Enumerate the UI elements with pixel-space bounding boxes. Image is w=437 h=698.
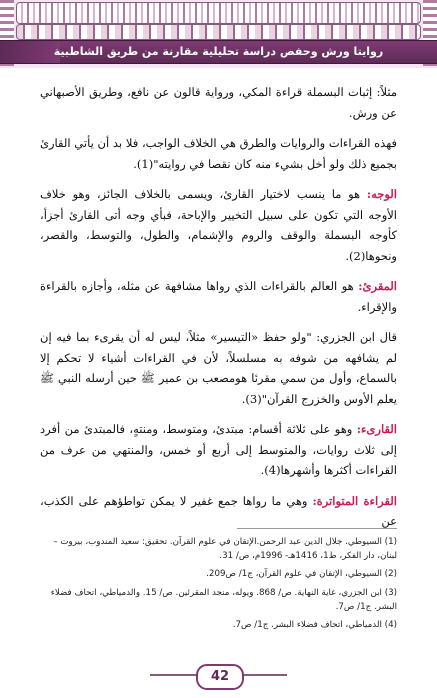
term-label: القراءة المتواترة: bbox=[312, 493, 398, 508]
footnote-2: (2) السيوطي، الإتقان في علوم القرآن، ج1/ ص209. bbox=[206, 569, 397, 580]
ornament-wing-right bbox=[239, 674, 287, 676]
footnote-1: (1) السيوطي. جلال الدين عبد الرحمن.الإتقان في علوم القرآن. تحقيق: سعيد المندوب، بيروت – لبنان، دار الفكر، ط1، 1416هـ- 1996م، ص/ 31. bbox=[53, 537, 397, 562]
definition-text: وهي ما رواها جمع غفير لا يمكن تواطؤهم على الكذب، عن bbox=[40, 493, 397, 528]
definition-wajh bbox=[40, 184, 397, 266]
definition-muqri bbox=[40, 276, 397, 317]
footnotes bbox=[40, 528, 397, 636]
definition-mutawatira bbox=[40, 491, 397, 532]
footnote-4: (4) الدمياطي، اتحاف فضلاء البشر. ج1/ ص7. bbox=[232, 620, 397, 631]
page-number: 42 bbox=[196, 664, 244, 690]
paragraph-1 bbox=[40, 82, 397, 123]
definition-text: وهو على ثلاثة أقسام: مبتدئ، ومتوسط، ومنتهٍ، فالمبتدئ من أفرد إلى ثلاث روايات، والمتوسط إلى أربع أو خمس، والمنتهي من عرف من القراءات أكثرها وأشهرها(4). bbox=[40, 422, 397, 477]
main-text bbox=[40, 82, 397, 542]
definition-text: هو العالم بالقراءات الذي رواها مشافهة عن مثله، وأجازه بالقراءة والإقراء. bbox=[40, 279, 397, 314]
running-header bbox=[0, 40, 437, 64]
header-tail bbox=[0, 41, 60, 63]
term-label: الوجه: bbox=[366, 187, 397, 201]
paragraph-text: فهذه القراءات والروايات والطرق هي الخلاف الواجب، فلا بد أن يأتي القارئ بجميع ذلك ولو أخل بشيء منه كان نقصا في روايته"(1). bbox=[40, 136, 397, 171]
book-title: روايتا ورش وحفص دراسة تحليلية مقارنة من طريق الشاطبية bbox=[53, 45, 384, 58]
paragraph-text: قال ابن الجزري: "ولو حفظ «التيسير» مثلاً، ليس له أن يقرىء بما فيه إن لم يشافهه من شوفه به مسلسلاً، لأن في القراءات أشياء لا تحكم إلا بالسماع، وأول من سمي مقرئا هومصعب بن عمير ﷺ حين أرسله النبي ﷺ يعلم الأوس والخزرج القرآن"(3). bbox=[40, 330, 397, 406]
definition-qari bbox=[40, 419, 397, 481]
definition-text: هو ما ينسب لاختيار القارئ، ويسمى بالخلاف الجائز، وهو خلاف الأوجه التي تكون على سبيل التخيير والإباحة، فبأي وجه أتى القارئ أجزأ، كأوجه البسملة والوقف والروم والإشمام، والطول، والتوسط، والقصر، ونحوها(2). bbox=[40, 187, 397, 263]
footnote-divider bbox=[237, 528, 397, 529]
paragraph-text: مثلاً: إثبات البسملة قراءة المكي، ورواية قالون عن نافع، وطريق الأصبهاني عن ورش. bbox=[40, 85, 397, 120]
header-decoration bbox=[0, 0, 437, 68]
paragraph-2 bbox=[40, 133, 397, 174]
ornament-strip-middle bbox=[16, 24, 421, 40]
ornament-strip-top bbox=[16, 2, 421, 24]
term-label: المقرئ: bbox=[358, 279, 398, 293]
page-number-ornament bbox=[150, 662, 287, 690]
term-label: القارىء: bbox=[356, 422, 397, 436]
ornament-wing-left bbox=[150, 674, 198, 676]
footnote-3: (3) ابن الجزري، غاية النهاية. ص/ 868. ويوله، منجد المقرئين. ص/ 15. والدمياطي، اتحاف فضلاء البشر. ج1/ ص7. bbox=[50, 587, 397, 612]
paragraph-quote bbox=[40, 327, 397, 409]
